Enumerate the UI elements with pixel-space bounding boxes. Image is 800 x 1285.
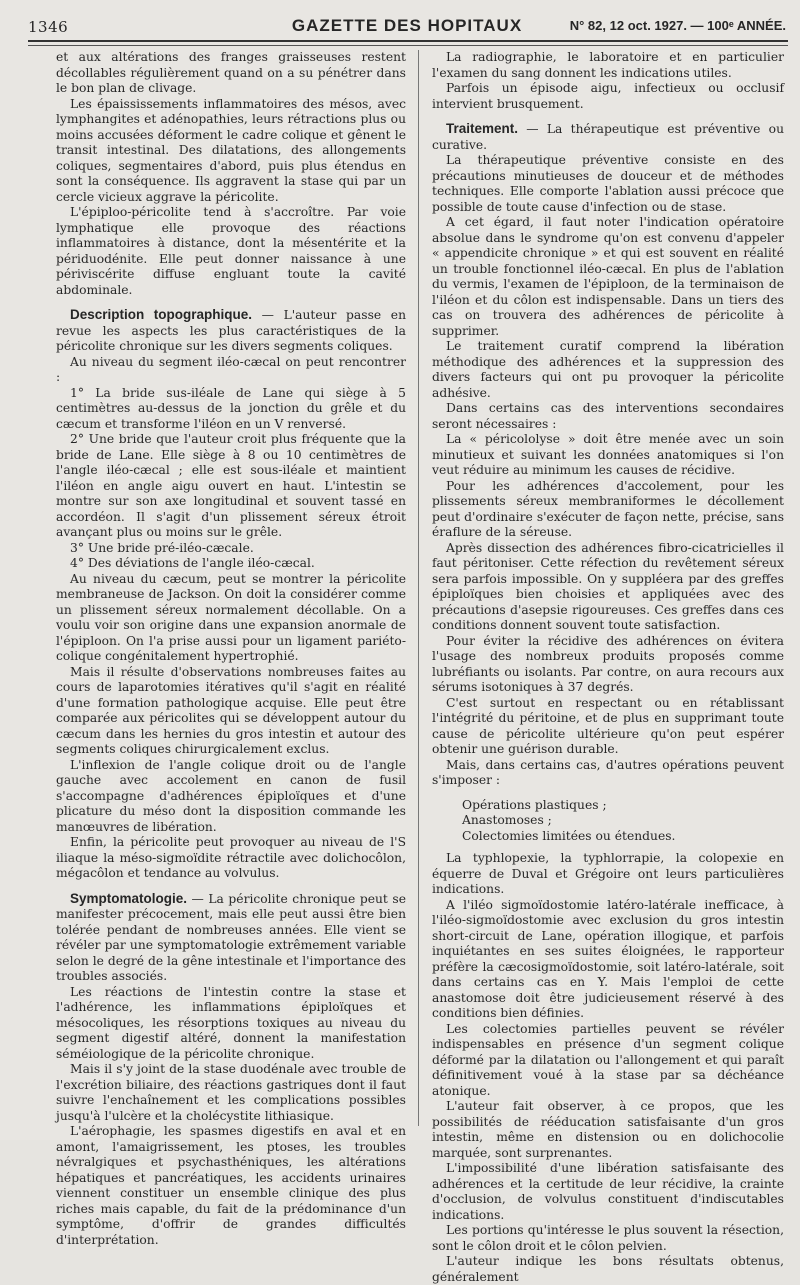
section-text: — L'auteur passe en revue les aspects les plus caractéristiques de la péricolite chronique sur les divers segments coliques. (56, 308, 406, 353)
paragraph: Mais il résulte d'observations nombreuses faites au cours de laparotomies itératives qu'il s'agit en réalité d'une formation pathologique acquise. Elle peut être comparée aux péricolites qui se développent autour du cæcum dans les hernies du gros intestin et autour des segments coliques chirurgicalement exclus. (56, 664, 406, 756)
paragraph: La typhlopexie, la typhlorrapie, la colopexie en équerre de Duval et Grégoire ont leurs particulières indications. (432, 851, 784, 896)
section-description-topographique (56, 307, 406, 355)
section-heading: Description topographique. (70, 307, 252, 322)
paragraph: Le traitement curatif comprend la libération méthodique des adhérences et la suppression des divers facteurs qui ont pu provoquer la péricolite adhésive. (432, 339, 784, 400)
paragraph: et aux altérations des franges graisseuses restent décollables régulièrement quand on a su pénétrer dans le bon plan de clivage. (56, 50, 406, 95)
header-rule-thick (28, 40, 788, 42)
journal-title: GAZETTE DES HOPITAUX (291, 16, 523, 35)
list-item: Colectomies limitées ou étendues. (462, 828, 676, 843)
paragraph: Les colectomies partielles peuvent se révéler indispensables en présence d'un segment colique déformé par la dilatation ou l'allongement et qui paraît définitivement voué à la stase par sa déchéance atonique. (432, 1021, 784, 1098)
paragraph: 1° La bride sus-iléale de Lane qui siège à 5 centimètres au-dessus de la jonction du grêle et du cæcum et transforme l'iléon en un V renversé. (56, 385, 406, 431)
section-text: — La thérapeutique est préventive ou curative. (432, 122, 784, 152)
paragraph: Enfin, la péricolite peut provoquer au niveau de l'S iliaque la méso-sigmoïdite rétractile avec dolichocôlon, mégacôlon et tendance au volvulus. (56, 835, 406, 880)
paragraph: 3° Une bride pré-iléo-cæcale. (70, 540, 254, 555)
paragraph: Parfois un épisode aigu, infectieux ou occlusif intervient brusquement. (432, 81, 784, 111)
page-header (28, 10, 786, 44)
right-column (432, 50, 784, 1285)
paragraph: 2° Une bride que l'auteur croit plus fréquente que la bride de Lane. Elle siège à 8 ou 10 centimètres de l'angle iléo-cæcal ; elle est sous-iléale et maintient l'iléon en angle aigu ouvert en haut. L'intestin se montre sur son axe longitudinal et souvent tassé en accordéon. Il s'agit d'un plissement séreux étroit avançant plus ou moins sur le grêle. (56, 432, 406, 539)
paragraph: A cet égard, il faut noter l'indication opératoire absolue dans le syndrome qu'on est convenu d'appeler « appendicite chronique » et qui est souvent en réalité un trouble fonctionnel iléo-cæcal. En plus de l'ablation du vermis, l'examen de l'épiploon, de la terminaison de l'iléon et du côlon est indispensable. Dans un tiers des cas on trouvera des adhérences de péricolite à supprimer. (432, 215, 784, 338)
paragraph: C'est surtout en respectant ou en rétablissant l'intégrité du péritoine, et de plus en supprimant toute cause de péricolite ultérieure qu'on peut espérer obtenir une guérison durable. (432, 695, 784, 756)
list-item: Anastomoses ; (462, 813, 552, 827)
paragraph: 4° Des déviations de l'angle iléo-cæcal. (70, 556, 315, 570)
issue-info: N° 82, 12 oct. 1927. — 100ᵉ ANNÉE. (569, 18, 786, 33)
page-number: 1346 (28, 18, 69, 36)
paragraph: Les épaississements inflammatoires des mésos, avec lymphangites et adénopathies, leurs rétractions plus ou moins accusées déforment le cadre colique et gênent le transit intestinal. Des dilatations, des allongements coliques, segmentaires d'abord, puis plus étendus en sont la conséquence. Ils aggravent la stase qui par un cercle vicieux aggrave la péricolite. (56, 96, 406, 204)
column-divider (418, 50, 419, 1126)
paragraph: Dans certains cas des interventions secondaires seront nécessaires : (432, 401, 784, 431)
section-heading: Symptomatologie. (70, 890, 188, 906)
paragraph: L'impossibilité d'une libération satisfaisante des adhérences et la certitude de leur récidive, la crainte d'occlusion, de volvulus constituent d'indiscutables indications. (432, 1161, 784, 1222)
paragraph: A l'iléo sigmoïdostomie latéro-latérale inefficace, à l'iléo-sigmoïdostomie avec exclusion du gros intestin short-circuit de Lane, opération illogique, et parfois inquiétantes en ses suites éloignées, le rapporteur préfère la cæcosigmoïdostomie, soit latéro-latérale, soit dans certains cas en Y. Mais l'emploi de cette anastomose doit être judicieusement réservé à des conditions bien définies. (432, 897, 784, 1020)
paragraph: Pour éviter la récidive des adhérences on évitera l'usage des nombreux produits proposés comme lubréfiants ou isolants. Par contre, on aura recours aux sérums isotoniques à 37 degrés. (432, 633, 784, 694)
section-text: — La péricolite chronique peut se manifester précocement, mais elle peut aussi être bien tolérée pendant de nombreuses années. Elle vient se révéler par une symptomatologie extrêmement variable selon le degré de la gêne intestinale et l'importance des troubles associés. (56, 891, 406, 983)
section-traitement (432, 121, 784, 153)
list-item: Opérations plastiques ; (462, 797, 607, 812)
paragraph: L'auteur fait observer, à ce propos, que les possibilités de rééducation satisfaisante d'un gros intestin, même en distension ou en dolichocolie marquée, sont surprenantes. (432, 1099, 784, 1160)
section-heading: Traitement. (446, 121, 519, 136)
paragraph: Les réactions de l'intestin contre la stase et l'adhérence, les inflammations épiploïques et mésocoliques, les résorptions toxiques au niveau du segment digestif altéré, donnent la manifestation séméiologique de la péricolite chronique. (56, 984, 406, 1061)
paragraph: Mais il s'y joint de la stase duodénale avec trouble de l'excrétion biliaire, des réactions gastriques dont il faut suivre l'enchaînement et les complications possibles jusqu'à l'ulcère et la cholécystite lithiasique. (56, 1062, 406, 1123)
paragraph: La radiographie, le laboratoire et en particulier l'examen du sang donnent les indications utiles. (432, 50, 784, 80)
left-column (56, 50, 406, 1248)
paragraph: Après dissection des adhérences fibro-cicatricielles il faut péritoniser. Cette réfection du revêtement séreux sera parfois impossible. On y suppléera par des greffes épiploïques bien choisies et appliquées avec des précautions d'asepsie rigoureuses. Ces greffes dans ces conditions donnent souvent toute satisfaction. (432, 540, 784, 632)
paragraph: L'inflexion de l'angle colique droit ou de l'angle gauche avec accolement en canon de fusil s'accompagne d'adhérences épiploïques et d'une plicature du méso dont la disposition commande les manœuvres de libération. (56, 757, 406, 834)
paragraph: Mais, dans certains cas, d'autres opérations peuvent s'imposer : (432, 757, 784, 787)
paragraph: Au niveau du segment iléo-cæcal on peut rencontrer : (56, 354, 406, 384)
paragraph: L'auteur indique les bons résultats obtenus, généralement (432, 1254, 784, 1284)
section-symptomatologie (56, 891, 406, 985)
paragraph: La « péricololyse » doit être menée avec un soin minutieux et suivant les données anatomiques si l'on veut réduire au minimum les causes de récidive. (432, 432, 784, 477)
paragraph: Pour les adhérences d'accolement, pour les plissements séreux membraniformes le décollement peut d'ordinaire s'exécuter de façon nette, précise, sans éraflure de la séreuse. (432, 478, 784, 539)
paragraph: Les portions qu'intéresse le plus souvent la résection, sont le côlon droit et le côlon pelvien. (432, 1223, 784, 1253)
paragraph: La thérapeutique préventive consiste en des précautions minutieuses de douceur et de méthodes techniques. Elle comporte l'ablation aussi précoce que possible de toute cause d'infection ou de stase. (432, 153, 784, 214)
paragraph: L'épiploo-péricolite tend à s'accroître. Par voie lymphatique elle provoque des réactions inflammatoires à distance, dont la mésentérite et la périduodénite. Elle peut donner naissance à une périviscérite diffuse engluant toute la cavité abdominale. (56, 205, 406, 297)
paragraph: Au niveau du cæcum, peut se montrer la péricolite membraneuse de Jackson. On doit la considérer comme un plissement séreux normalement décollable. On a voulu voir son origine dans une expansion anormale de l'épiploon. On l'a prise aussi pour un ligament pariéto-colique congénitalement hypertrophié. (56, 571, 406, 663)
paragraph: L'aérophagie, les spasmes digestifs en aval et en amont, l'amaigrissement, les ptoses, les troubles névralgiques et psychasthéniques, les altérations hépatiques et pancréatiques, les accidents urinaires viennent constituer un ensemble clinique des plus riches mais capable, du fait de la prédominance d'un symptôme, d'offrir de grandes difficultés d'interprétation. (56, 1124, 406, 1247)
header-rule-thin (28, 45, 788, 46)
